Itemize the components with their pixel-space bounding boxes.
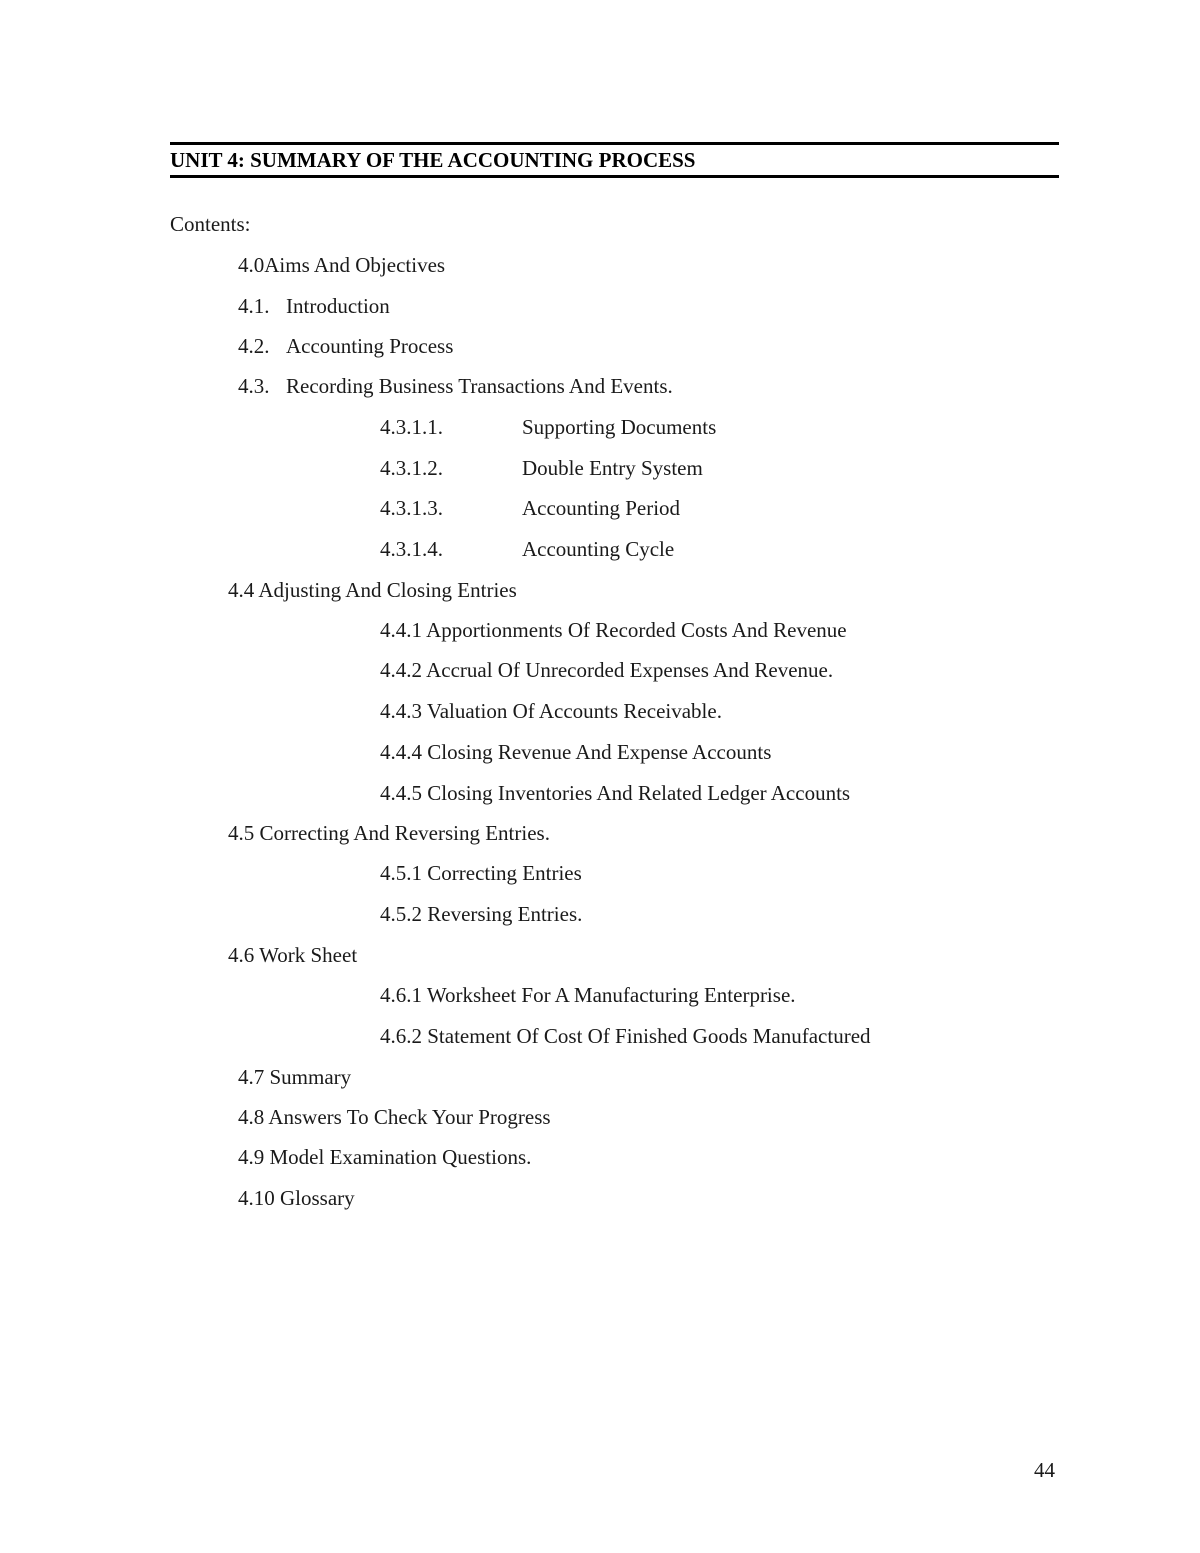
toc-subentry: 4.4.3 Valuation Of Accounts Receivable. [380, 699, 722, 723]
toc-subentry [380, 414, 716, 440]
toc-entry-number: 4.1. [238, 294, 270, 318]
toc-entry-title: Accounting Cycle [522, 537, 675, 561]
toc-entry-title: Double Entry System [522, 456, 703, 480]
header-rule-top [170, 142, 1059, 145]
toc-entry [238, 252, 445, 278]
toc-entry: 4.8 Answers To Check Your Progress [238, 1105, 551, 1129]
toc-entry-number: 4.3.1.2. [380, 456, 443, 480]
toc-entry-title: Accounting Period [522, 496, 681, 520]
toc-subentry: 4.4.1 Apportionments Of Recorded Costs And Revenue [380, 618, 847, 642]
toc-subentry: 4.5.2 Reversing Entries. [380, 902, 583, 926]
toc-subentry: 4.4.4 Closing Revenue And Expense Accounts [380, 740, 772, 764]
toc-subentry [380, 455, 703, 481]
toc-entry-number: 4.3. [238, 374, 270, 398]
toc-entry: 4.4 Adjusting And Closing Entries [228, 578, 517, 602]
toc-entry [238, 333, 453, 359]
toc-entry [238, 373, 673, 399]
contents-label: Contents: [170, 212, 251, 236]
toc-entry-title: Recording Business Transactions And Events. [286, 374, 673, 398]
toc-entry-title: Accounting Process [286, 334, 454, 358]
toc-entry: 4.7 Summary [238, 1065, 352, 1089]
toc-subentry [380, 495, 680, 521]
toc-entry: 4.10 Glossary [238, 1186, 355, 1210]
unit-title: UNIT 4: SUMMARY OF THE ACCOUNTING PROCESS [170, 148, 696, 172]
toc-entry: 4.6 Work Sheet [228, 943, 358, 967]
toc-subentry: 4.6.2 Statement Of Cost Of Finished Goods Manufactured [380, 1024, 871, 1048]
toc-entry: 4.5 Correcting And Reversing Entries. [228, 821, 550, 845]
toc-entry-title: Aims And Objectives [264, 253, 446, 277]
toc-subentry: 4.5.1 Correcting Entries [380, 861, 582, 885]
toc-entry-number: 4.3.1.4. [380, 537, 443, 561]
toc-entry-number: 4.2. [238, 334, 270, 358]
toc-entry-title: Introduction [286, 294, 390, 318]
toc-subentry [380, 536, 674, 562]
toc-entry-number: 4.3.1.1. [380, 415, 443, 439]
toc-entry: 4.9 Model Examination Questions. [238, 1145, 532, 1169]
page-number: 44 [1034, 1458, 1055, 1482]
toc-entry-title: Supporting Documents [522, 415, 717, 439]
toc-subentry: 4.6.1 Worksheet For A Manufacturing Enterprise. [380, 983, 796, 1007]
toc-entry [238, 293, 390, 319]
toc-subentry: 4.4.2 Accrual Of Unrecorded Expenses And Revenue. [380, 658, 834, 682]
header-rule-bottom [170, 175, 1059, 178]
toc-subentry: 4.4.5 Closing Inventories And Related Ledger Accounts [380, 781, 851, 805]
toc-entry-number: 4.3.1.3. [380, 496, 443, 520]
toc-entry-number: 4.0 [238, 253, 265, 277]
